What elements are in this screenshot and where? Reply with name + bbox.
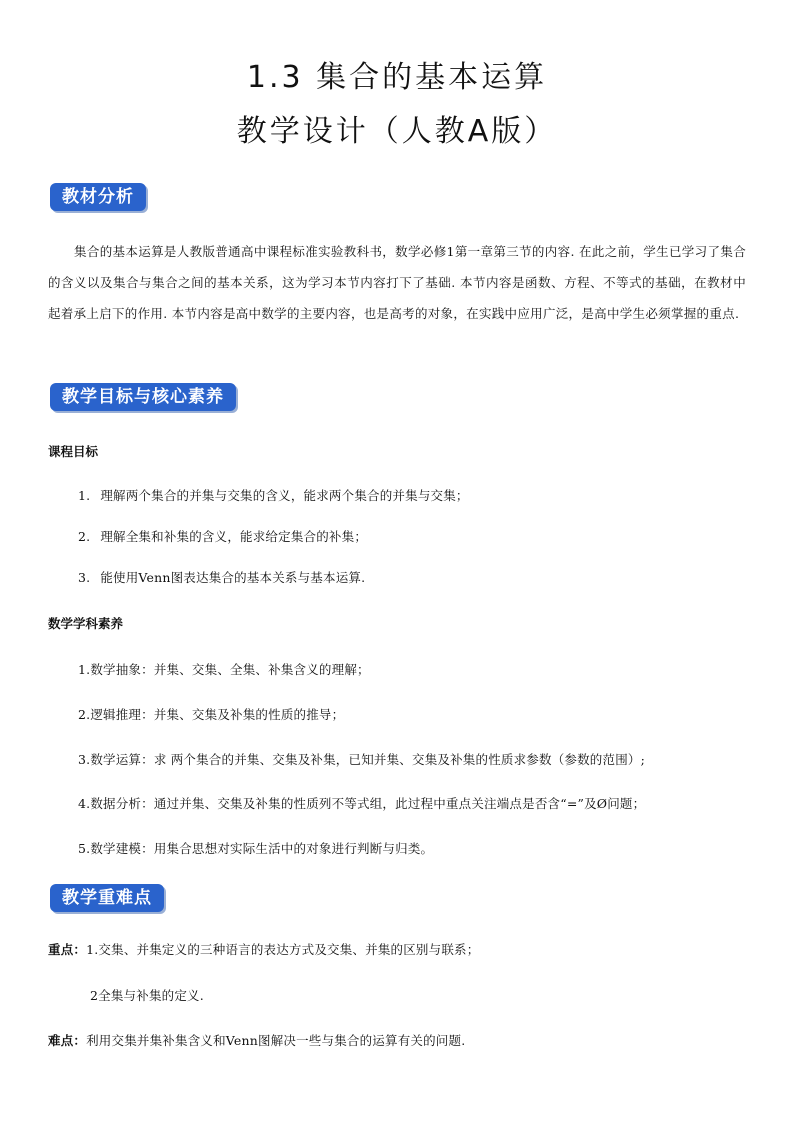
course-goal-text: 能使用Venn图表达集合的基本关系与基本运算. xyxy=(100,570,366,585)
course-goal-text: 理解全集和补集的含义，能求给定集合的补集； xyxy=(100,529,368,544)
key-point-label: 重点： xyxy=(48,942,87,957)
course-goal-text: 理解两个集合的并集与交集的含义，能求两个集合的并集与交集； xyxy=(100,488,469,503)
key-point-text: 1.交集、并集定义的三种语言的表达方式及交集、并集的区别与联系； xyxy=(86,942,480,957)
key-point-line xyxy=(48,940,479,958)
difficulty-line xyxy=(48,1031,465,1049)
literacy-item: 1.数学抽象：并集、交集、全集、补集含义的理解； xyxy=(78,662,370,677)
textbook-analysis-paragraph: 集合的基本运算是人教版普通高中课程标准实验教科书，数学必修1第一章第三节的内容. 在此之前，学生已学习了集合的含义以及集合与集合之间的基本关系，这为学习本节内容打下了基础. 本节内容是函数、方程、不等式的基础，在教材中起着承上启下的作用. 本节内容是高中数学的主要内容，也是高考的对象，在实践中应用广泛，是高中学生必须掌握的重点. xyxy=(48,244,746,321)
course-goal-number: 2. xyxy=(78,529,91,544)
course-goal-item xyxy=(78,568,365,586)
section-badge-key-difficult-points: 教学重难点 xyxy=(50,884,164,912)
literacy-title: 数学学科素养 xyxy=(48,616,124,631)
section-badge-goals: 教学目标与核心素养 xyxy=(50,383,236,411)
difficulty-text: 利用交集并集补集含义和Venn图解决一些与集合的运算有关的问题. xyxy=(86,1033,466,1048)
literacy-item: 3.数学运算：求 两个集合的并集、交集及补集，已知并集、交集及补集的性质求参数（参数的范围）; xyxy=(78,752,646,767)
course-goal-item xyxy=(78,486,469,504)
literacy-item: 4.数据分析：通过并集、交集及补集的性质列不等式组，此过程中重点关注端点是否含“=”及Ø问题； xyxy=(78,796,646,811)
course-goals-title: 课程目标 xyxy=(48,444,99,459)
document-subtitle: 教学设计（人教A版） xyxy=(236,114,558,149)
key-point-line-2: 2全集与补集的定义. xyxy=(90,988,204,1003)
course-goal-number: 1. xyxy=(78,488,91,503)
literacy-item: 5.数学建模：用集合思想对实际生活中的对象进行判断与归类。 xyxy=(78,841,434,856)
document-title: 1.3 集合的基本运算 xyxy=(246,60,548,95)
difficulty-label: 难点： xyxy=(48,1033,87,1048)
course-goal-number: 3. xyxy=(78,570,91,585)
literacy-item: 2.逻辑推理：并集、交集及补集的性质的推导； xyxy=(78,707,345,722)
section-badge-textbook-analysis: 教材分析 xyxy=(50,183,146,211)
course-goal-item xyxy=(78,527,367,545)
